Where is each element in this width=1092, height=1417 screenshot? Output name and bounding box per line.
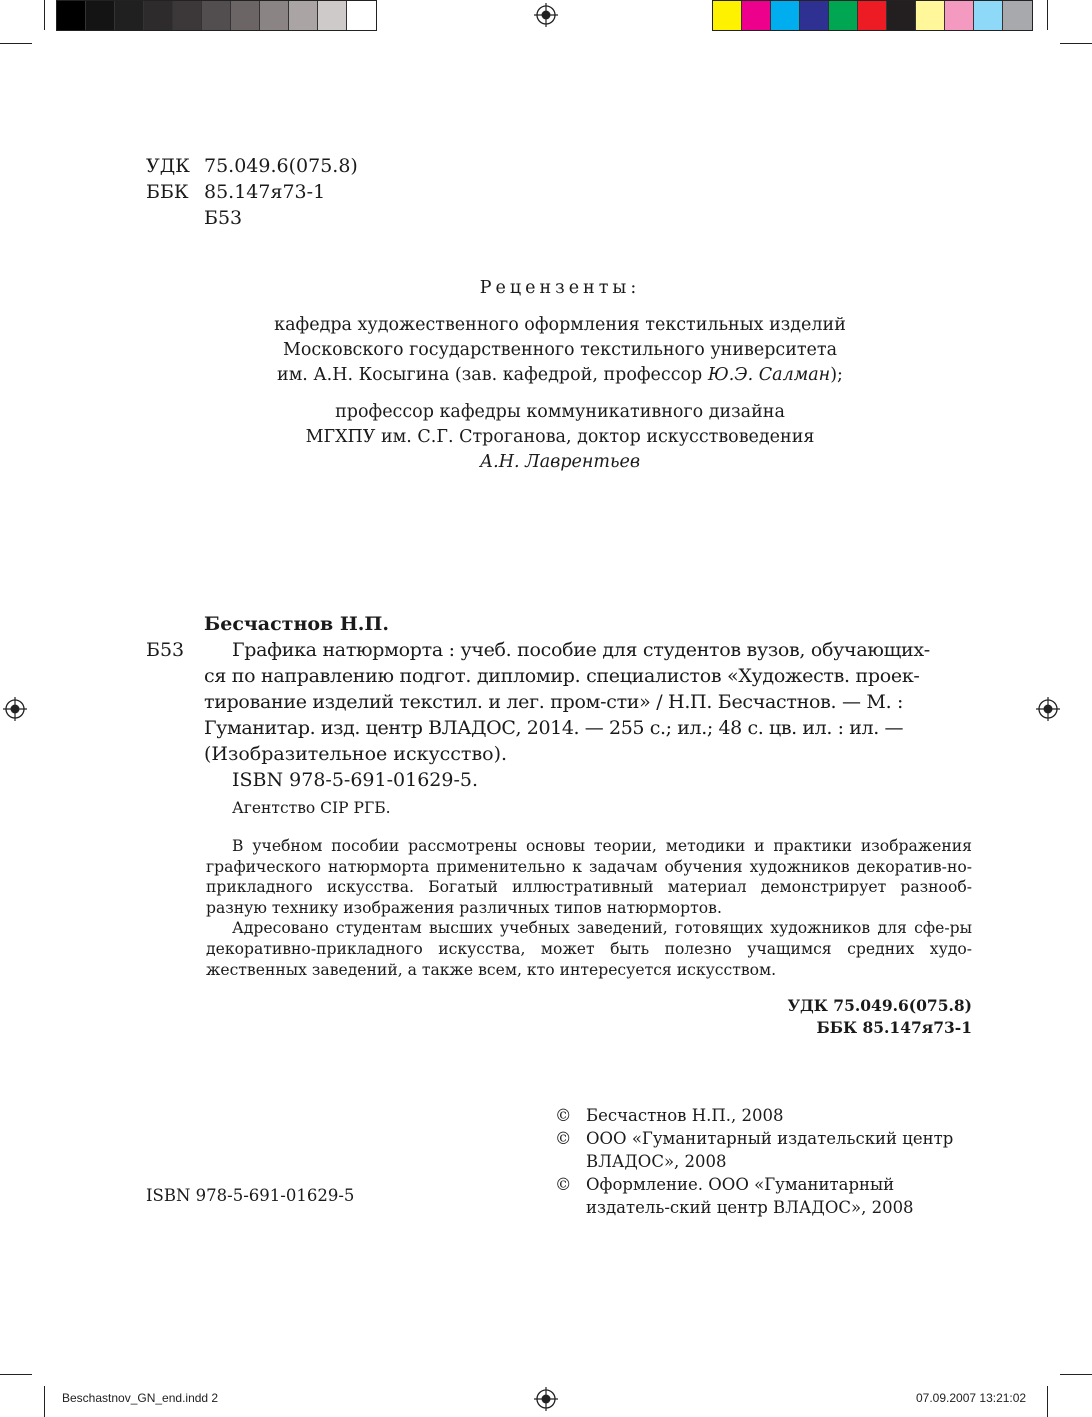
color-swatch <box>771 1 800 30</box>
author-sign: Б53 <box>204 207 243 229</box>
gray-swatch <box>144 1 173 30</box>
copyright-block <box>555 1104 973 1219</box>
registration-mark-icon <box>1036 697 1060 721</box>
registration-mark-icon <box>534 1387 558 1411</box>
udk-label: УДК <box>146 155 190 177</box>
crop-mark <box>44 1386 45 1417</box>
crop-mark <box>44 0 45 30</box>
grayscale-calibration-bar <box>56 0 377 31</box>
gray-swatch <box>115 1 144 30</box>
udk-code: УДК 75.049.6(075.8) <box>787 996 972 1015</box>
crop-mark <box>1047 1386 1048 1417</box>
udk-value: 75.049.6(075.8) <box>204 155 358 177</box>
biblio-line: (Изобразительное искусство). <box>204 743 508 765</box>
crop-mark <box>1047 0 1048 30</box>
copyright-icon: © <box>555 1129 572 1148</box>
reviewer-2-name: А.Н. Лаврентьев <box>479 452 641 472</box>
classification-codes <box>787 995 972 1039</box>
classification-block <box>146 153 358 231</box>
copyright-item: © Бесчастнов Н.П., 2008 <box>555 1106 784 1125</box>
abstract <box>206 836 972 980</box>
crop-mark <box>1060 1374 1092 1375</box>
reviewer-2 <box>146 400 974 475</box>
crop-mark <box>0 1374 32 1375</box>
color-swatch <box>1003 1 1032 30</box>
color-swatch <box>916 1 945 30</box>
author-name: Бесчастнов Н.П. <box>204 613 389 635</box>
gray-swatch <box>347 1 376 30</box>
gray-swatch <box>318 1 347 30</box>
copyright-item: © Оформление. ООО «Гуманитарный издатель-ский центр ВЛАДОС», 2008 <box>555 1175 914 1217</box>
slug-filename: Beschastnov_GN_end.indd 2 <box>62 1391 219 1405</box>
abstract-paragraph: В учебном пособии рассмотрены основы теории, методики и практики изображения графического натюрморта применительно к задачам обучения художников декоратив-но-прикладного искусства. Богатый иллюстративный материал демонстрирует разнооб-разную технику изображения различных типов натюрмортов. <box>206 837 972 917</box>
reviewer-2-line: МГХПУ им. С.Г. Строганова, доктор искусствоведения <box>305 427 815 447</box>
color-calibration-bar <box>712 0 1033 31</box>
registration-mark-icon <box>534 3 558 27</box>
bibliographic-record <box>146 611 972 823</box>
bbk-label: ББК <box>146 181 189 203</box>
reviewer-1-name: Ю.Э. Салман <box>707 365 831 385</box>
color-swatch <box>800 1 829 30</box>
crop-mark <box>0 43 32 44</box>
bbk-value: 85.147я73-1 <box>204 181 326 203</box>
color-swatch <box>829 1 858 30</box>
gray-swatch <box>260 1 289 30</box>
color-swatch <box>887 1 916 30</box>
reviewer-1-line: кафедра художественного оформления текстильных изделий <box>274 315 846 335</box>
reviewer-1-line: им. А.Н. Косыгина (зав. кафедрой, профессор Ю.Э. Салман); <box>277 365 843 385</box>
crop-mark <box>1060 43 1092 44</box>
copyright-icon: © <box>555 1175 572 1194</box>
reviewer-1-line: Московского государственного текстильного университета <box>282 340 838 360</box>
gray-swatch <box>57 1 86 30</box>
biblio-sign: Б53 <box>146 639 185 661</box>
gray-swatch <box>202 1 231 30</box>
biblio-isbn: ISBN 978-5-691-01629-5. <box>232 769 479 791</box>
reviewer-2-line: профессор кафедры коммуникативного дизайна <box>335 402 785 422</box>
copyright-item: © ООО «Гуманитарный издательский центр ВЛАДОС», 2008 <box>555 1129 954 1171</box>
gray-swatch <box>231 1 260 30</box>
abstract-paragraph: Адресовано студентам высших учебных заведений, готовящих художников для сфе-ры декоративно-прикладного искусства, может быть полезно учащимся средних худо-жественных заведений, а также всем, кто интересуется искусством. <box>206 919 972 979</box>
gray-swatch <box>86 1 115 30</box>
reviewers-heading: Рецензенты: <box>479 278 641 298</box>
gray-swatch <box>173 1 202 30</box>
biblio-line: тирование изделий текстил. и лег. пром-сти» / Н.П. Бесчастнов. — М. : <box>204 691 904 713</box>
biblio-agency: Агентство CIP РГБ. <box>232 799 391 817</box>
reviewer-1 <box>146 313 974 388</box>
bbk-code: ББК 85.147я73-1 <box>816 1018 972 1037</box>
copyright-icon: © <box>555 1106 572 1125</box>
biblio-line: Графика натюрморта : учеб. пособие для студентов вузов, обучающих- <box>232 639 930 661</box>
color-swatch <box>742 1 771 30</box>
registration-mark-icon <box>3 697 27 721</box>
color-swatch <box>945 1 974 30</box>
color-swatch <box>858 1 887 30</box>
color-swatch <box>974 1 1003 30</box>
color-swatch <box>713 1 742 30</box>
slug-timestamp: 07.09.2007 13:21:02 <box>916 1391 1027 1405</box>
biblio-line: ся по направлению подгот. дипломир. специалистов «Художеств. проек- <box>204 665 920 687</box>
biblio-line: Гуманитар. изд. центр ВЛАДОС, 2014. — 255 с.; ил.; 48 с. цв. ил. : ил. — <box>204 717 904 739</box>
isbn: ISBN 978-5-691-01629-5 <box>146 1186 355 1205</box>
gray-swatch <box>289 1 318 30</box>
